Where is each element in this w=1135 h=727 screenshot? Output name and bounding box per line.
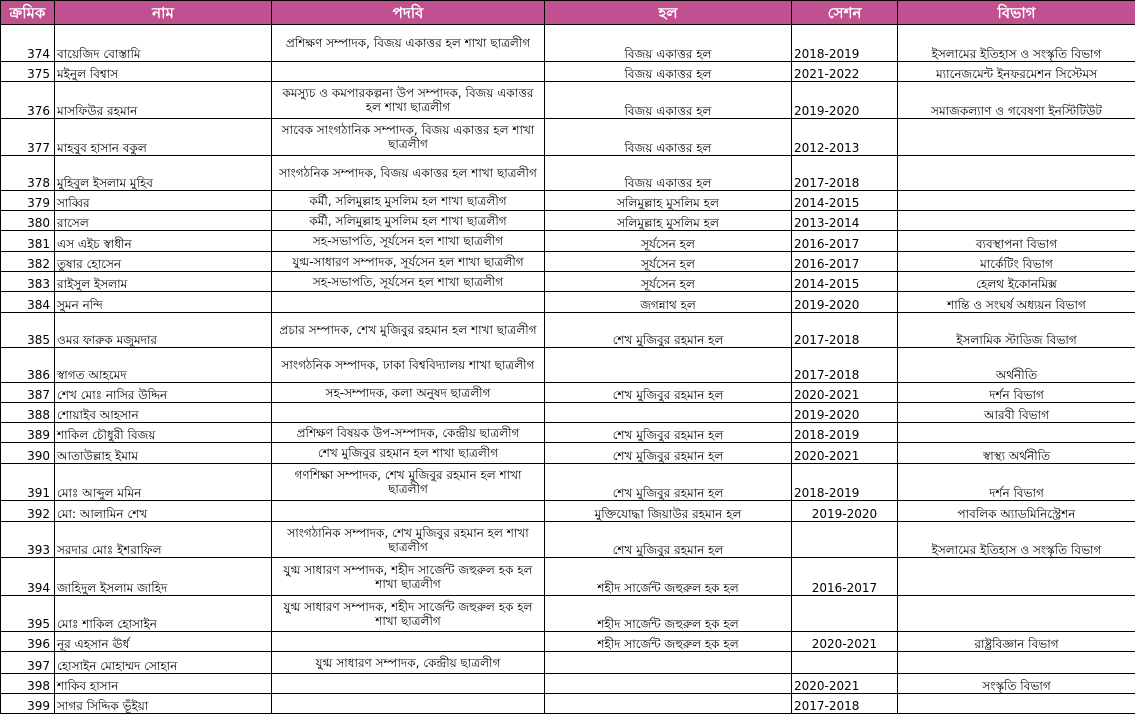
hall-cell: সলিমুল্লাহ মুসলিম হল bbox=[545, 191, 792, 211]
session-cell: 2020-2021 bbox=[792, 383, 898, 403]
serial-cell: 390 bbox=[1, 443, 55, 464]
session-cell: 2017-2018 bbox=[792, 348, 898, 383]
department-cell: ব্যবস্থাপনা বিভাগ bbox=[898, 231, 1135, 252]
table-row bbox=[1, 558, 1135, 596]
serial-cell: 380 bbox=[1, 211, 55, 231]
serial-cell: 389 bbox=[1, 423, 55, 443]
table-row bbox=[1, 292, 1135, 313]
session-cell: 2019-2020 bbox=[792, 292, 898, 313]
serial-cell: 399 bbox=[1, 694, 55, 714]
hall-cell: জগন্নাথ হল bbox=[545, 292, 792, 313]
hall-cell bbox=[545, 674, 792, 694]
session-cell: 2017-2018 bbox=[792, 156, 898, 191]
department-cell: হেলথ ইকোনমিক্স bbox=[898, 272, 1135, 292]
serial-cell: 385 bbox=[1, 313, 55, 348]
post-cell: প্রশিক্ষণ বিষয়ক উপ-সম্পাদক, কেন্দ্রীয় ছাত্রলীগ bbox=[272, 423, 545, 443]
serial-cell: 382 bbox=[1, 252, 55, 272]
session-cell: 2020-2021 bbox=[792, 674, 898, 694]
session-cell: 2012-2013 bbox=[792, 119, 898, 156]
hall-cell: সূর্যসেন হল bbox=[545, 252, 792, 272]
serial-cell: 384 bbox=[1, 292, 55, 313]
post-cell bbox=[272, 674, 545, 694]
serial-cell: 387 bbox=[1, 383, 55, 403]
hall-cell: বিজয় একাত্তর হল bbox=[545, 25, 792, 62]
serial-cell: 379 bbox=[1, 191, 55, 211]
post-cell bbox=[272, 403, 545, 423]
table-row bbox=[1, 443, 1135, 464]
department-cell: রাষ্ট্রবিজ্ঞান বিভাগ bbox=[898, 632, 1135, 652]
post-cell bbox=[272, 632, 545, 652]
serial-cell: 383 bbox=[1, 272, 55, 292]
name-cell: মইনুল বিশ্বাস bbox=[55, 62, 272, 82]
table-row bbox=[1, 252, 1135, 272]
hall-cell: শহীদ সার্জেন্ট জহুরুল হক হল bbox=[545, 596, 792, 632]
hall-cell: শেখ মুজিবুর রহমান হল bbox=[545, 464, 792, 501]
post-cell bbox=[272, 694, 545, 714]
department-cell bbox=[898, 211, 1135, 231]
session-cell: 2018-2019 bbox=[792, 464, 898, 501]
header-name: নাম bbox=[55, 1, 272, 25]
hall-cell: শেখ মুজিবুর রহমান হল bbox=[545, 423, 792, 443]
name-cell: এস এইচ স্বাধীন bbox=[55, 231, 272, 252]
session-cell bbox=[792, 596, 898, 632]
serial-cell: 397 bbox=[1, 652, 55, 674]
post-cell: যুগ্ম সাধারণ সম্পাদক, শহীদ সার্জেন্ট জহুরুল হক হল শাখা ছাত্রলীগ bbox=[272, 558, 545, 596]
post-cell: প্রশিক্ষণ সম্পাদক, বিজয় একাত্তর হল শাখা ছাত্রলীগ bbox=[272, 25, 545, 62]
serial-cell: 386 bbox=[1, 348, 55, 383]
name-cell: নূর এহসান ঊর্ধ bbox=[55, 632, 272, 652]
session-cell: 2019-2020 bbox=[792, 501, 898, 522]
post-cell bbox=[272, 292, 545, 313]
department-cell bbox=[898, 596, 1135, 632]
table-row bbox=[1, 211, 1135, 231]
name-cell: মাহবুব হাসান বকুল bbox=[55, 119, 272, 156]
name-cell: সুমন নন্দি bbox=[55, 292, 272, 313]
session-cell: 2016-2017 bbox=[792, 252, 898, 272]
department-cell bbox=[898, 423, 1135, 443]
session-cell: 2019-2020 bbox=[792, 403, 898, 423]
table-row bbox=[1, 272, 1135, 292]
department-cell bbox=[898, 652, 1135, 674]
department-cell bbox=[898, 119, 1135, 156]
post-cell: যুগ্ম সাধারণ সম্পাদক, কেন্দ্রীয় ছাত্রলীগ bbox=[272, 652, 545, 674]
session-cell: 2018-2019 bbox=[792, 423, 898, 443]
table-row bbox=[1, 694, 1135, 714]
session-cell bbox=[792, 522, 898, 558]
table-row bbox=[1, 62, 1135, 82]
serial-cell: 378 bbox=[1, 156, 55, 191]
serial-cell: 375 bbox=[1, 62, 55, 82]
serial-cell: 381 bbox=[1, 231, 55, 252]
header-department: বিভাগ bbox=[898, 1, 1135, 25]
post-cell: সাবেক সাংগঠানিক সম্পাদক, বিজয় একাত্তর হল শাখা ছাত্রলীগ bbox=[272, 119, 545, 156]
department-cell: অর্থনীতি bbox=[898, 348, 1135, 383]
header-hall: হল bbox=[545, 1, 792, 25]
department-cell: দর্শন বিভাগ bbox=[898, 464, 1135, 501]
name-cell: শেখ মোঃ নাসির উদ্দিন bbox=[55, 383, 272, 403]
name-cell: রাইসুল ইসলাম bbox=[55, 272, 272, 292]
session-cell: 2013-2014 bbox=[792, 211, 898, 231]
serial-cell: 395 bbox=[1, 596, 55, 632]
table-row bbox=[1, 191, 1135, 211]
serial-cell: 393 bbox=[1, 522, 55, 558]
name-cell: স্বাগত আহমেদ bbox=[55, 348, 272, 383]
session-cell: 2017-2018 bbox=[792, 694, 898, 714]
session-cell: 2018-2019 bbox=[792, 25, 898, 62]
serial-cell: 398 bbox=[1, 674, 55, 694]
serial-cell: 396 bbox=[1, 632, 55, 652]
table-row bbox=[1, 403, 1135, 423]
hall-cell: মুক্তিযোদ্ধা জিয়াউর রহমান হল bbox=[545, 501, 792, 522]
name-cell: মো: আলামিন শেখ bbox=[55, 501, 272, 522]
table-row bbox=[1, 522, 1135, 558]
hall-cell: শেখ মুজিবুর রহমান হল bbox=[545, 383, 792, 403]
session-cell: 2019-2020 bbox=[792, 82, 898, 119]
post-cell: সহ-সম্পাদক, কলা অনুষদ ছাত্রলীগ bbox=[272, 383, 545, 403]
serial-cell: 392 bbox=[1, 501, 55, 522]
post-cell bbox=[272, 501, 545, 522]
department-cell bbox=[898, 156, 1135, 191]
hall-cell bbox=[545, 652, 792, 674]
serial-cell: 388 bbox=[1, 403, 55, 423]
table-row bbox=[1, 383, 1135, 403]
table-row bbox=[1, 348, 1135, 383]
table-row bbox=[1, 25, 1135, 62]
serial-cell: 374 bbox=[1, 25, 55, 62]
department-cell bbox=[898, 558, 1135, 596]
hall-cell bbox=[545, 403, 792, 423]
name-cell: সাগর সিদ্দিক ভূঁইয়া bbox=[55, 694, 272, 714]
name-cell: মোঃ আব্দুল মমিন bbox=[55, 464, 272, 501]
table-row bbox=[1, 596, 1135, 632]
serial-cell: 391 bbox=[1, 464, 55, 501]
hall-cell: শেখ মুজিবুর রহমান হল bbox=[545, 443, 792, 464]
department-cell: ম্যানেজমেন্ট ইনফরমেশন সিস্টেমস bbox=[898, 62, 1135, 82]
header-row bbox=[1, 1, 1135, 25]
department-cell: ইসলামিক স্টাডিজ বিভাগ bbox=[898, 313, 1135, 348]
department-cell: মার্কেটিং বিভাগ bbox=[898, 252, 1135, 272]
post-cell: সাংগঠানিক সম্পাদক, শেখ মুজিবুর রহমান হল শাখা ছাত্রলীগ bbox=[272, 522, 545, 558]
department-cell: শান্তি ও সংঘর্ষ অধ্যয়ন বিভাগ bbox=[898, 292, 1135, 313]
hall-cell: সলিমুল্লাহ মুসলিম হল bbox=[545, 211, 792, 231]
table-row bbox=[1, 652, 1135, 674]
session-cell: 2020-2021 bbox=[792, 632, 898, 652]
department-cell: সংস্কৃতি বিভাগ bbox=[898, 674, 1135, 694]
post-cell: শেখ মুজিবুর রহমান হল শাখা ছাত্রলীগ bbox=[272, 443, 545, 464]
name-cell: ওমর ফারুক মজুমদার bbox=[55, 313, 272, 348]
name-cell: সাব্বির bbox=[55, 191, 272, 211]
department-cell: ইসলামের ইতিহাস ও সংস্কৃতি বিভাগ bbox=[898, 25, 1135, 62]
session-cell bbox=[792, 652, 898, 674]
hall-cell: শেখ মুজিবুর রহমান হল bbox=[545, 313, 792, 348]
name-cell: তুষার হোসেন bbox=[55, 252, 272, 272]
post-cell: কর্মী, সলিমুল্লাহ মুসলিম হল শাখা ছাত্রলীগ bbox=[272, 191, 545, 211]
department-cell: সমাজকল্যাণ ও গবেষণা ইনস্টিটিউট bbox=[898, 82, 1135, 119]
department-cell bbox=[898, 191, 1135, 211]
hall-cell bbox=[545, 348, 792, 383]
hall-cell: বিজয় একাত্তর হল bbox=[545, 156, 792, 191]
hall-cell: শহীদ সার্জেন্ট জহুরুল হক হল bbox=[545, 558, 792, 596]
department-cell: আরবী বিভাগ bbox=[898, 403, 1135, 423]
hall-cell: শহীদ সার্জেন্ট জহুরুল হক হল bbox=[545, 632, 792, 652]
post-cell bbox=[272, 62, 545, 82]
name-cell: শাকিব হাসান bbox=[55, 674, 272, 694]
table-row bbox=[1, 501, 1135, 522]
session-cell: 2014-2015 bbox=[792, 191, 898, 211]
session-cell: 2016-2017 bbox=[792, 231, 898, 252]
session-cell: 2014-2015 bbox=[792, 272, 898, 292]
hall-cell: বিজয় একাত্তর হল bbox=[545, 119, 792, 156]
post-cell: সাংগঠনিক সম্পাদক, বিজয় একাত্তর হল শাখা ছাত্রলীগ bbox=[272, 156, 545, 191]
name-cell: সরদার মোঃ ইশরাফিল bbox=[55, 522, 272, 558]
post-cell: গণশিক্ষা সম্পাদক, শেখ মুজিবুর রহমান হল শাখা ছাত্রলীগ bbox=[272, 464, 545, 501]
post-cell: কর্মী, সলিমুল্লাহ মুসলিম হল শাখা ছাত্রলীগ bbox=[272, 211, 545, 231]
post-cell: কমস্যুচ ও কমপারকল্পনা উপ সম্পাদক, বিজয় একাত্তর হল শাখা ছাত্রলীগ bbox=[272, 82, 545, 119]
table-row bbox=[1, 632, 1135, 652]
table-row bbox=[1, 313, 1135, 348]
hall-cell: সূর্যসেন হল bbox=[545, 272, 792, 292]
name-cell: শোয়াইব আহসান bbox=[55, 403, 272, 423]
serial-cell: 394 bbox=[1, 558, 55, 596]
session-cell: 2016-2017 bbox=[792, 558, 898, 596]
post-cell: প্রচার সম্পাদক, শেখ মুজিবুর রহমান হল শাখা ছাত্রলীগ bbox=[272, 313, 545, 348]
hall-cell: সূর্যসেন হল bbox=[545, 231, 792, 252]
department-cell: দর্শন বিভাগ bbox=[898, 383, 1135, 403]
session-cell: 2021-2022 bbox=[792, 62, 898, 82]
department-cell: স্বাস্থ্য অর্থনীতি bbox=[898, 443, 1135, 464]
table-row bbox=[1, 674, 1135, 694]
header-post: পদবি bbox=[272, 1, 545, 25]
header-serial: ক্রমিক bbox=[1, 1, 55, 25]
hall-cell bbox=[545, 694, 792, 714]
table-row bbox=[1, 119, 1135, 156]
post-cell: সহ-সভাপতি, সূর্যসেন হল শাখা ছাত্রলীগ bbox=[272, 231, 545, 252]
hall-cell: শেখ মুজিবুর রহমান হল bbox=[545, 522, 792, 558]
department-cell bbox=[898, 694, 1135, 714]
name-cell: শাকিল চৌধুরী বিজয় bbox=[55, 423, 272, 443]
post-cell: সাংগঠনিক সম্পাদক, ঢাকা বিশ্ববিদ্যালয় শাখা ছাত্রলীগ bbox=[272, 348, 545, 383]
department-cell: পাবলিক অ্যাডমিনিস্ট্রেশন bbox=[898, 501, 1135, 522]
hall-cell: বিজয় একাত্তর হল bbox=[545, 62, 792, 82]
post-cell: সহ-সভাপতি, সূর্যসেন হল শাখা ছাত্রলীগ bbox=[272, 272, 545, 292]
hall-cell: বিজয় একাত্তর হল bbox=[545, 82, 792, 119]
name-cell: বায়েজিদ বোস্তামি bbox=[55, 25, 272, 62]
post-cell: যুগ্ম-সাধারণ সম্পাদক, সূর্যসেন হল শাখা ছাত্রলীগ bbox=[272, 252, 545, 272]
name-cell: মোঃ শাকিল হোসাইন bbox=[55, 596, 272, 632]
name-cell: রাসেল bbox=[55, 211, 272, 231]
session-cell: 2020-2021 bbox=[792, 443, 898, 464]
post-cell: যুগ্ম সাধারণ সম্পাদক, শহীদ সার্জেন্ট জহুরুল হক হল শাখা ছাত্রলীগ bbox=[272, 596, 545, 632]
header-session: সেশন bbox=[792, 1, 898, 25]
serial-cell: 376 bbox=[1, 82, 55, 119]
table-row bbox=[1, 82, 1135, 119]
name-cell: জাহিদুল ইসলাম জাহিদ bbox=[55, 558, 272, 596]
session-cell: 2017-2018 bbox=[792, 313, 898, 348]
table-row bbox=[1, 156, 1135, 191]
table-row bbox=[1, 464, 1135, 501]
table-row bbox=[1, 231, 1135, 252]
name-cell: হোসাইন মোহাম্মদ সোহান bbox=[55, 652, 272, 674]
department-cell: ইসলামের ইতিহাস ও সংস্কৃতি বিভাগ bbox=[898, 522, 1135, 558]
name-cell: মুহিবুল ইসলাম মুহিব bbox=[55, 156, 272, 191]
name-cell: আতাউল্লাহ ইমাম bbox=[55, 443, 272, 464]
name-cell: মাসফিউর রহমান bbox=[55, 82, 272, 119]
table-row bbox=[1, 423, 1135, 443]
serial-cell: 377 bbox=[1, 119, 55, 156]
